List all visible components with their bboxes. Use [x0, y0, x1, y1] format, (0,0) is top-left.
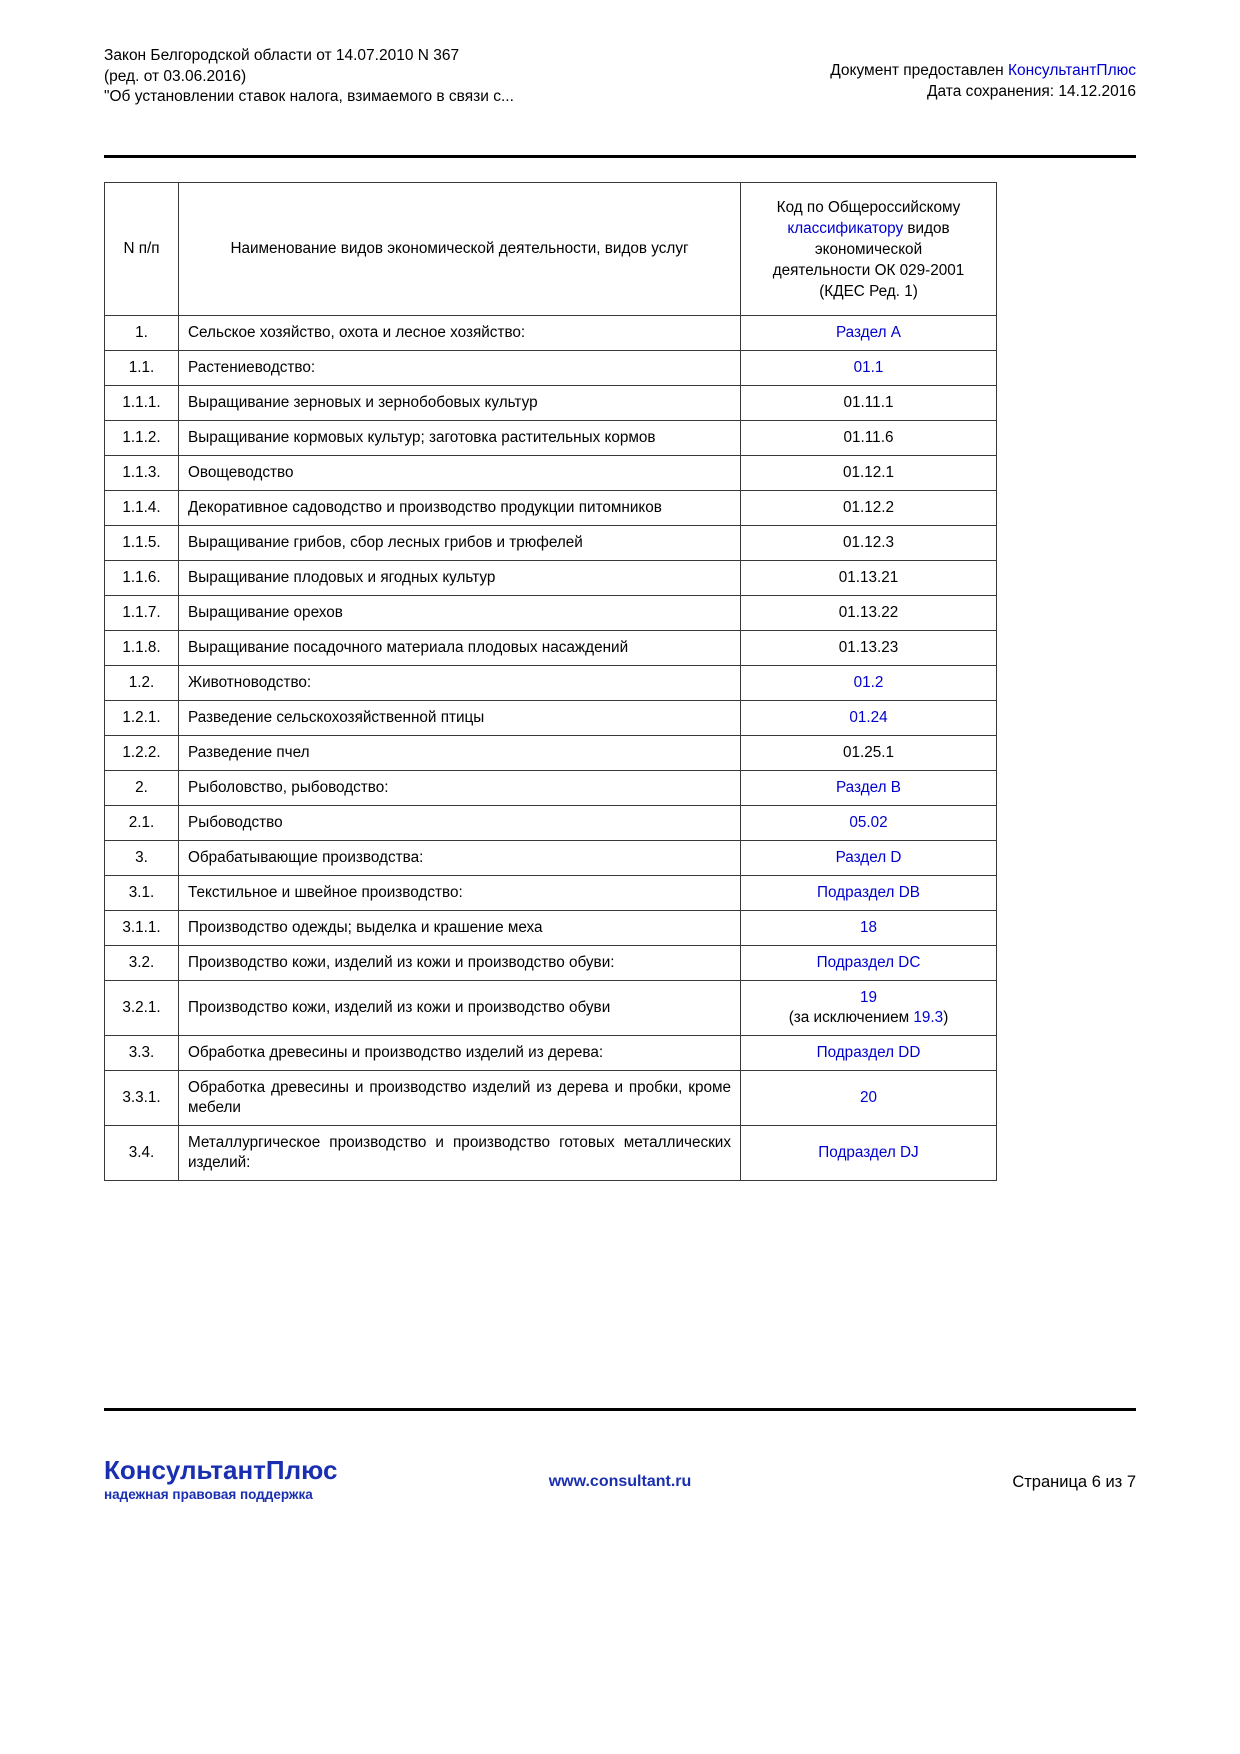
- row-number-cell: 3.1.1.: [105, 911, 179, 946]
- document-source-block: [830, 60, 1136, 102]
- document-title-line-1: Закон Белгородской области от 14.07.2010 N 367: [104, 47, 460, 64]
- table-row: [105, 526, 997, 561]
- row-code-cell: [741, 701, 997, 736]
- row-code-cell: [741, 1036, 997, 1071]
- row-number-cell: 1.1.7.: [105, 596, 179, 631]
- row-number-cell: 1.2.2.: [105, 736, 179, 771]
- row-activity-name-cell: Металлургическое производство и производство готовых металлических изделий:: [179, 1126, 741, 1181]
- code-header-line-2-rest: видов: [903, 219, 950, 237]
- okved-code[interactable]: Подраздел DC: [816, 954, 921, 971]
- footer-website-link[interactable]: www.consultant.ru: [548, 1473, 692, 1490]
- footer-logo: [104, 1455, 337, 1504]
- exception-note-prefix: (за исключением: [788, 1009, 914, 1026]
- row-code-cell: [741, 946, 997, 981]
- table-row: [105, 701, 997, 736]
- okved-code-exception-note: [750, 1008, 987, 1028]
- table-row: [105, 316, 997, 351]
- row-code-cell: [741, 316, 997, 351]
- row-code-cell: [741, 561, 997, 596]
- okved-code: 01.12.3: [842, 534, 895, 551]
- row-number-cell: 2.: [105, 771, 179, 806]
- okved-code[interactable]: Раздел A: [835, 324, 901, 341]
- row-code-cell: [741, 666, 997, 701]
- row-code-cell: [741, 491, 997, 526]
- row-code-cell: [741, 386, 997, 421]
- row-code-cell: [741, 456, 997, 491]
- okved-code[interactable]: 01.2: [853, 674, 884, 691]
- table-row: [105, 631, 997, 666]
- table-row: [105, 1036, 997, 1071]
- row-code-cell: [741, 876, 997, 911]
- consultant-plus-link[interactable]: КонсультантПлюс: [1007, 62, 1136, 79]
- column-header-num: N п/п: [105, 183, 179, 316]
- row-number-cell: 1.2.1.: [105, 701, 179, 736]
- row-code-cell: [741, 736, 997, 771]
- okved-code[interactable]: 01.24: [849, 709, 888, 726]
- row-activity-name-cell: Рыбоводство: [179, 806, 741, 841]
- row-number-cell: 2.1.: [105, 806, 179, 841]
- document-title-block: [104, 46, 514, 108]
- okved-code: 01.13.22: [838, 604, 899, 621]
- footer-divider-rule: [104, 1408, 1136, 1411]
- provided-by-line: [830, 60, 1136, 81]
- code-header-line-4: деятельности ОК 029-2001: [772, 261, 965, 279]
- row-activity-name-cell: Животноводство:: [179, 666, 741, 701]
- row-activity-name-cell: Выращивание посадочного материала плодовых насаждений: [179, 631, 741, 666]
- row-activity-name-cell: Выращивание орехов: [179, 596, 741, 631]
- row-number-cell: 1.1.6.: [105, 561, 179, 596]
- okved-code[interactable]: Подраздел DB: [817, 884, 920, 901]
- footer-brand-name: КонсультантПлюс: [104, 1455, 338, 1485]
- row-number-cell: 1.1.2.: [105, 421, 179, 456]
- row-number-cell: 1.2.: [105, 666, 179, 701]
- column-header-name: Наименование видов экономической деятельности, видов услуг: [179, 183, 741, 316]
- code-header-line-3: экономической: [814, 240, 923, 258]
- table-head: [105, 183, 997, 316]
- row-code-cell: [741, 1071, 997, 1126]
- okved-code[interactable]: Раздел D: [835, 849, 902, 866]
- row-code-cell: [741, 841, 997, 876]
- table-row: [105, 386, 997, 421]
- exception-code-link[interactable]: 19.3: [913, 1009, 944, 1026]
- row-activity-name-cell: Обработка древесины и производство изделий из дерева:: [179, 1036, 741, 1071]
- footer-tagline: надежная правовая поддержка: [104, 1487, 313, 1502]
- table-row: [105, 456, 997, 491]
- code-header-line-5: (КДЕС Ред. 1): [819, 282, 918, 300]
- table-row: [105, 561, 997, 596]
- row-number-cell: 3.3.: [105, 1036, 179, 1071]
- row-code-cell: [741, 631, 997, 666]
- table-row: [105, 1071, 997, 1126]
- row-number-cell: 1.1.: [105, 351, 179, 386]
- row-activity-name-cell: Обработка древесины и производство изделий из дерева и пробки, кроме мебели: [179, 1071, 741, 1126]
- row-number-cell: 1.: [105, 316, 179, 351]
- page-footer: [104, 1455, 1136, 1525]
- table-row: [105, 771, 997, 806]
- okved-code[interactable]: Подраздел DJ: [818, 1144, 919, 1161]
- table-row: [105, 596, 997, 631]
- row-activity-name-cell: Выращивание кормовых культур; заготовка растительных кормов: [179, 421, 741, 456]
- okved-code: 01.13.23: [838, 639, 899, 656]
- okved-code[interactable]: Подраздел DD: [816, 1044, 921, 1061]
- row-code-cell: [741, 981, 997, 1036]
- row-activity-name-cell: Декоративное садоводство и производство продукции питомников: [179, 491, 741, 526]
- row-code-cell: [741, 596, 997, 631]
- table-row: [105, 911, 997, 946]
- row-activity-name-cell: Разведение пчел: [179, 736, 741, 771]
- row-number-cell: 1.1.5.: [105, 526, 179, 561]
- okved-code: 01.11.1: [843, 394, 894, 411]
- saved-date: Дата сохранения: 14.12.2016: [927, 83, 1136, 100]
- table-row: [105, 841, 997, 876]
- row-number-cell: 1.1.1.: [105, 386, 179, 421]
- table-row: [105, 666, 997, 701]
- footer-page-number: Страница 6 из 7: [1012, 1473, 1136, 1491]
- column-header-code: [741, 183, 997, 316]
- table-row: [105, 421, 997, 456]
- row-activity-name-cell: Выращивание грибов, сбор лесных грибов и трюфелей: [179, 526, 741, 561]
- row-activity-name-cell: Растениеводство:: [179, 351, 741, 386]
- row-activity-name-cell: Рыболовство, рыбоводство:: [179, 771, 741, 806]
- row-activity-name-cell: Выращивание зерновых и зернобобовых культур: [179, 386, 741, 421]
- row-activity-name-cell: Производство кожи, изделий из кожи и производство обуви: [179, 981, 741, 1036]
- row-number-cell: 3.1.: [105, 876, 179, 911]
- table-header-row: [105, 183, 997, 316]
- okved-code: 01.11.6: [843, 429, 894, 446]
- header-divider-rule: [104, 155, 1136, 158]
- row-activity-name-cell: Производство кожи, изделий из кожи и производство обуви:: [179, 946, 741, 981]
- activities-table: [104, 182, 997, 1181]
- document-title-line-3: "Об установлении ставок налога, взимаемого в связи с...: [104, 88, 514, 105]
- row-code-cell: [741, 911, 997, 946]
- okved-code[interactable]: Раздел B: [835, 779, 901, 796]
- table-row: [105, 491, 997, 526]
- row-activity-name-cell: Текстильное и швейное производство:: [179, 876, 741, 911]
- row-activity-name-cell: Обрабатывающие производства:: [179, 841, 741, 876]
- table-row: [105, 351, 997, 386]
- row-number-cell: 3.3.1.: [105, 1071, 179, 1126]
- okved-code[interactable]: 05.02: [849, 814, 888, 831]
- provided-by-label: Документ предоставлен: [830, 62, 1008, 79]
- row-code-cell: [741, 421, 997, 456]
- okved-code[interactable]: 18: [859, 919, 877, 936]
- okved-code: 01.12.1: [842, 464, 895, 481]
- exception-note-suffix: ): [943, 1009, 949, 1026]
- table-row: [105, 806, 997, 841]
- document-title-line-2: (ред. от 03.06.2016): [104, 67, 247, 85]
- row-code-cell: [741, 526, 997, 561]
- row-activity-name-cell: Сельское хозяйство, охота и лесное хозяйство:: [179, 316, 741, 351]
- table-row: [105, 1126, 997, 1181]
- table-row: [105, 981, 997, 1036]
- okved-code: 01.13.21: [838, 569, 899, 586]
- okved-code: 01.25.1: [842, 744, 895, 761]
- table-body: [105, 316, 997, 1181]
- table-row: [105, 876, 997, 911]
- okved-code[interactable]: 01.1: [853, 359, 884, 376]
- row-number-cell: 3.4.: [105, 1126, 179, 1181]
- row-code-cell: [741, 806, 997, 841]
- row-number-cell: 1.1.8.: [105, 631, 179, 666]
- row-number-cell: 1.1.3.: [105, 456, 179, 491]
- row-number-cell: 1.1.4.: [105, 491, 179, 526]
- row-number-cell: 3.2.1.: [105, 981, 179, 1036]
- code-header-line-1: Код по Общероссийскому: [776, 198, 961, 216]
- activities-table-wrapper: [104, 182, 996, 1181]
- row-activity-name-cell: Производство одежды; выделка и крашение меха: [179, 911, 741, 946]
- table-row: [105, 946, 997, 981]
- okved-code[interactable]: 19: [859, 989, 877, 1006]
- row-code-cell: [741, 351, 997, 386]
- code-header-line-2: [750, 218, 987, 239]
- okved-code: 01.12.2: [842, 499, 895, 516]
- row-activity-name-cell: Разведение сельскохозяйственной птицы: [179, 701, 741, 736]
- classifier-link[interactable]: классификатору: [787, 219, 904, 237]
- row-code-cell: [741, 1126, 997, 1181]
- page-header: [104, 46, 1136, 118]
- row-number-cell: 3.: [105, 841, 179, 876]
- row-activity-name-cell: Овощеводство: [179, 456, 741, 491]
- row-number-cell: 3.2.: [105, 946, 179, 981]
- okved-code[interactable]: 20: [859, 1089, 877, 1106]
- row-code-cell: [741, 771, 997, 806]
- table-row: [105, 736, 997, 771]
- row-activity-name-cell: Выращивание плодовых и ягодных культур: [179, 561, 741, 596]
